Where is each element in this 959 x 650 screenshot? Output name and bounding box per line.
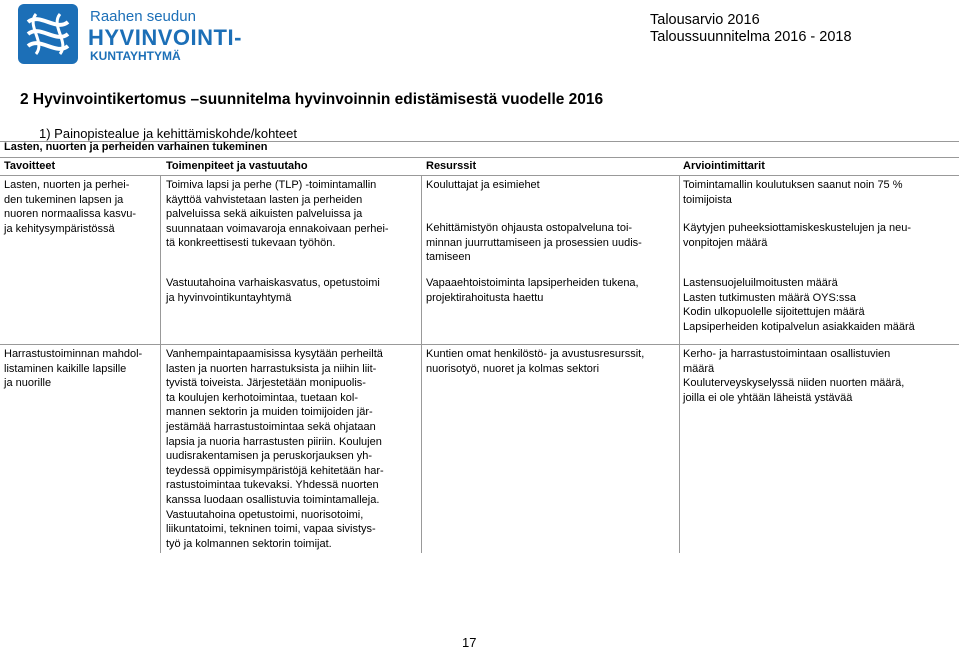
text-line: Lasten tutkimusten määrä OYS:ssa [683, 291, 857, 304]
text-line: Vapaaehtoistoiminta lapsiperheiden tukena, [426, 277, 639, 289]
row1-goal [4, 178, 156, 236]
text-line: tyvistä toiveista. Järjestetään monipuolis- [166, 377, 366, 390]
row1-actions [166, 178, 418, 251]
text-line: Kouluttajat ja esimiehet [426, 179, 540, 191]
logo-line-2: HYVINVOINTI- [88, 25, 242, 50]
text-line: tä konkreettisesti tukevaan työhön. [166, 237, 336, 250]
text-line: ja nuorille [4, 377, 52, 390]
text-line: ja hyvinvointikuntayhtymä [166, 291, 292, 304]
column-header-resources: Resurssit [426, 160, 477, 172]
text-line: käyttöä vahvistetaan lasten ja perheiden [166, 193, 363, 206]
text-line: Käytyjen puheeksiottamiskeskustelujen ja neu- [683, 222, 912, 234]
column-divider [679, 175, 680, 553]
text-line: määrä [683, 362, 715, 375]
text-line: mannen sektorin ja muiden toimijoiden jär- [166, 406, 373, 419]
rule-header [0, 175, 959, 176]
text-line: lasten ja nuorten harrastuksista ja niihin liit- [166, 362, 377, 375]
text-line: tamiseen [426, 251, 471, 264]
text-line: toimijoista [683, 193, 732, 206]
text-line: palveluissa sekä aikuisten palveluissa ja [166, 208, 363, 221]
text-line: nuorisotyö, nuoret ja kolmas sektori [426, 362, 600, 375]
section-title: 2 Hyvinvointikertomus –suunnitelma hyvinvoinnin edistämisestä vuodelle 2016 [20, 91, 604, 108]
text-line: jestämää harrastustoimintaa sekä ohjataan [166, 420, 376, 433]
text-line: ja kehitysympäristössä [4, 222, 115, 235]
text-line: Toimiva lapsi ja perhe (TLP) -toimintamallin [166, 179, 377, 191]
row1-resources-3 [426, 276, 676, 305]
text-line: Lastensuojeluilmoitusten määrä [683, 277, 838, 289]
row1-resources [426, 178, 676, 193]
text-line: Lasten, nuorten ja perhei- [4, 179, 130, 191]
text-line: Kuntien omat henkilöstö- ja avustusresurssit, [426, 348, 645, 360]
text-line: Lapsiperheiden kotipalvelun asiakkaiden määrä [683, 320, 915, 333]
row2-goal [4, 347, 156, 391]
text-line: työ ja kolmannen sektorin toimijat. [166, 537, 332, 550]
text-line: joilla ei ole yhtään läheistä ystävää [683, 391, 853, 404]
text-line: den tukeminen lapsen ja [4, 193, 124, 206]
row1-metrics [683, 178, 955, 207]
organization-logo [18, 4, 242, 66]
text-line: ta koulujen kerhotoimintaa, tuetaan kol- [166, 391, 359, 404]
text-line: suunnataan voimavaroja ennakoivaan perhei- [166, 222, 389, 235]
column-header-goals: Tavoitteet [4, 160, 56, 172]
text-line: vonpitojen määrä [683, 236, 768, 249]
text-line: Kerho- ja harrastustoimintaan osallistuvien [683, 348, 891, 360]
page-number: 17 [462, 635, 477, 650]
text-line: teydessä oppimisympäristöjä kehitetään har- [166, 464, 384, 477]
text-line: lapsia ja nuoria harrastusten piiriin. Koulujen [166, 435, 382, 448]
text-line: Vastuutahoina opetustoimi, nuorisotoimi, [166, 508, 364, 521]
rule-subheading [0, 157, 959, 158]
text-line: rastustoimintaa tukevaksi. Yhdessä nuorten [166, 479, 379, 492]
row1-resources-2 [426, 221, 676, 265]
header-line-1: Talousarvio 2016 [650, 12, 760, 28]
text-line: Kouluterveyskyselyssä niiden nuorten määrä, [683, 377, 905, 390]
logo-line-3: KUNTAYHTYMÄ [90, 49, 181, 63]
text-line: minnan juurruttamiseen ja prosessien uudis- [426, 236, 642, 249]
knot-logo-icon [18, 4, 78, 64]
text-line: Toimintamallin koulutuksen saanut noin 75 % [683, 179, 903, 191]
header-line-2: Taloussuunnitelma 2016 - 2018 [650, 29, 852, 45]
table-subheading: Lasten, nuorten ja perheiden varhainen tukeminen [4, 141, 268, 153]
row2-metrics [683, 347, 955, 405]
text-line: nuoren normaalissa kasvu- [4, 208, 137, 221]
text-line: uudisrakentamisen ja peruskorjauksen yh- [166, 450, 373, 463]
text-line: listaminen kaikille lapsille [4, 362, 127, 375]
document-header [650, 12, 852, 46]
column-divider [160, 175, 161, 553]
rule-row [0, 344, 959, 345]
column-divider [421, 175, 422, 553]
focus-area-heading: 1) Painopistealue ja kehittämiskohde/kohteet [39, 126, 297, 141]
text-line: kanssa luodaan osallistuvia toimintamalleja. [166, 493, 380, 506]
text-line: Vanhempaintapaamisissa kysytään perheiltä [166, 348, 383, 360]
text-line: liikuntatoimi, tekninen toimi, vapaa sivistys- [166, 523, 376, 536]
column-header-actions: Toimenpiteet ja vastuutaho [166, 160, 308, 172]
text-line: projektirahoitusta haettu [426, 291, 544, 304]
row1-responsibles [166, 276, 418, 305]
row1-metrics-3 [683, 276, 955, 334]
logo-line-1: Raahen seudun [90, 8, 196, 25]
text-line: Kehittämistyön ohjausta ostopalveluna toi- [426, 222, 633, 234]
column-header-metrics: Arviointimittarit [683, 160, 765, 172]
text-line: Vastuutahoina varhaiskasvatus, opetustoimi [166, 277, 380, 289]
row2-resources [426, 347, 676, 376]
row2-actions [166, 347, 418, 551]
row1-metrics-2 [683, 221, 955, 250]
text-line: Harrastustoiminnan mahdol- [4, 348, 143, 360]
text-line: Kodin ulkopuolelle sijoitettujen määrä [683, 306, 865, 319]
